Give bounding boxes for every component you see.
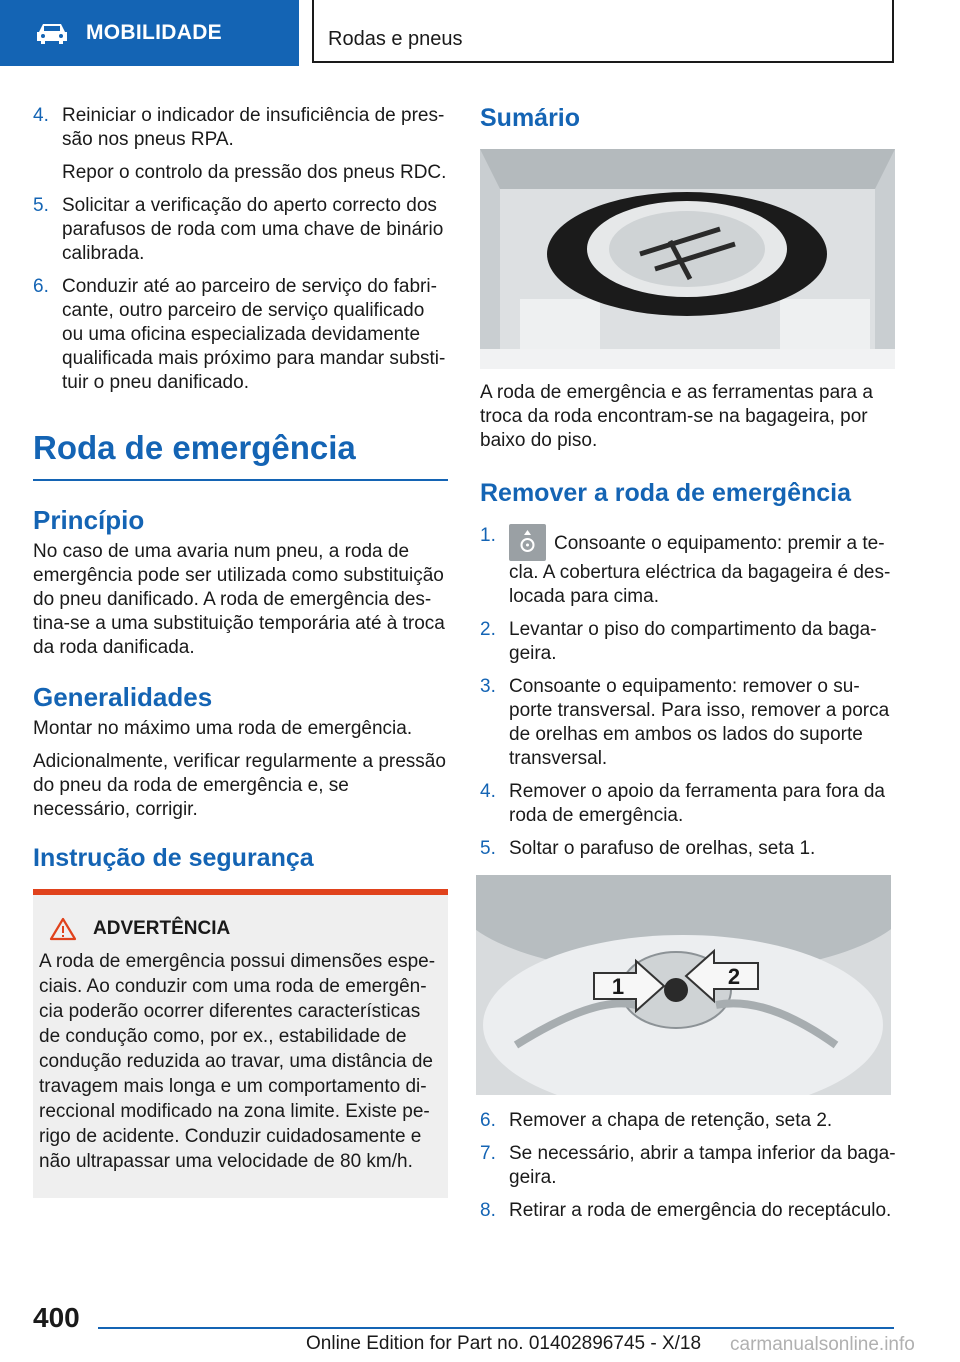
trunk-cover-button-icon [509, 524, 546, 561]
step-note: Repor o controlo da pressão dos pneus RDC. [62, 162, 447, 183]
arrow-label-1: 1 [611, 974, 625, 999]
list-item: 7. Se necessário, abrir a tampa inferior da baga-geira. [480, 1143, 896, 1188]
generalidades-heading: Generalidades [33, 682, 213, 712]
right-column [480, 104, 896, 1232]
section-label: MOBILIDADE [86, 21, 222, 44]
sumario-heading: Sumário [480, 104, 581, 132]
warning-box [33, 889, 448, 1198]
left-column [33, 104, 448, 1198]
spare-wheel-bolt-image [476, 875, 891, 1095]
chapter-label: Rodas e pneus [328, 28, 463, 50]
arrow-label-2: 2 [727, 964, 741, 989]
warning-text: A roda de emergência possui dimensões espe-ciais. Ao conduzir com uma roda de emergên-cia poderão ocorrer diferentes características de condução como, por ex., estabilidade de condução reduzida ao travar, uma distância de travagem mais longa e um comportamento di-reccional modificado na zona limite. Existe pe-rigo de acidente. Conduzir cuidadosamente e não ultrapassar uma velocidade de 80 km/h. [39, 951, 436, 1172]
warning-icon [49, 917, 77, 941]
page-number: 400 [33, 1302, 80, 1333]
edition-text: Online Edition for Part no. 01402896745 - X/18 [306, 1333, 702, 1354]
chapter-tab[interactable] [312, 0, 894, 63]
seguranca-heading: Instrução de segurança [33, 844, 314, 872]
list-item: 5. Soltar o parafuso de orelhas, seta 1. [480, 838, 816, 859]
generalidades-text-2: Adicionalmente, verificar regularmente a pressão do pneu da roda de emergência e, se necessário, corrigir. [33, 751, 446, 820]
list-item: 2. Levantar o piso do compartimento da baga-geira. [480, 619, 877, 664]
list-item: 3. Consoante o equipamento: remover o su-porte transversal. Para isso, remover a porca de orelhas em ambos os lados do suporte transversal. [480, 676, 890, 769]
principio-text: No caso de uma avaria num pneu, a roda de emergência pode ser utilizada como substituição do pneu danificado. A roda de emergência des-tina-se a uma substituição temporária até à troca da roda danificada. [33, 541, 445, 658]
generalidades-text-1: Montar no máximo uma roda de emergência. [33, 718, 413, 739]
list-item: 1. Consoante o equipamento: premir a te-cla. A cobertura eléctrica da bagageira é des-locada para cima. [480, 525, 891, 607]
remover-steps-2 [480, 1109, 896, 1223]
steps-list-top [33, 104, 448, 152]
car-icon [34, 21, 70, 45]
trunk-spare-wheel-image [480, 149, 895, 369]
list-item: 6. Remover a chapa de retenção, seta 2. [480, 1110, 833, 1131]
list-item: 8. Retirar a roda de emergência do receptáculo. [480, 1200, 892, 1221]
list-item: 5. Solicitar a verificação do aperto correcto dos parafusos de roda com uma chave de binário calibrada. [33, 195, 444, 264]
section-tab[interactable] [0, 0, 299, 66]
remover-heading: Remover a roda de emergência [480, 479, 851, 507]
footer-divider [98, 1327, 894, 1329]
sumario-text: A roda de emergência e as ferramentas para a troca da roda encontram-se na bagageira, por baixo do piso. [480, 382, 873, 451]
warning-title: ADVERTÊNCIA [93, 918, 231, 939]
list-item: 4. Remover o apoio da ferramenta para fora da roda de emergência. [480, 781, 885, 826]
remover-steps [480, 524, 896, 861]
section-heading: Roda de emergência [33, 429, 448, 481]
watermark: carmanualsonline.info [730, 1334, 915, 1355]
list-item: 4. Reiniciar o indicador de insuficiência de pres-são nos pneus RPA. [33, 105, 445, 150]
principio-heading: Princípio [33, 505, 145, 535]
list-item: 6. Conduzir até ao parceiro de serviço do fabri-cante, outro parceiro de serviço qualificado ou uma oficina especializada devidamente qualificada mais próximo para mandar substi-tuir o pneu danificado. [33, 276, 446, 393]
